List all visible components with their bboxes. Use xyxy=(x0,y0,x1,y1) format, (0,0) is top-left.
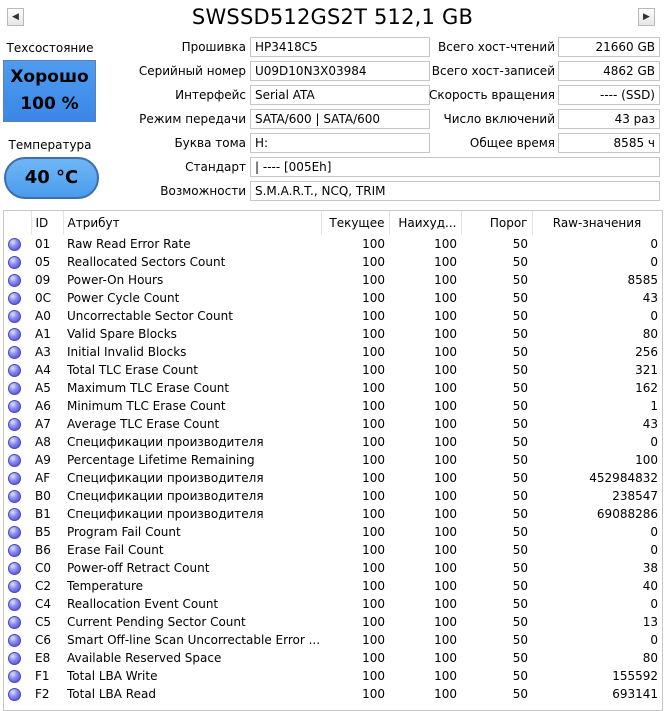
attribute-name: Total LBA Write xyxy=(67,669,158,683)
threshold-value: 50 xyxy=(512,633,528,647)
attribute-name: Erase Fail Count xyxy=(67,543,164,557)
worst-value: 100 xyxy=(434,453,457,467)
attribute-id: A8 xyxy=(35,435,51,449)
worst-value: 100 xyxy=(434,543,457,557)
table-row[interactable] xyxy=(4,271,662,289)
worst-value: 100 xyxy=(434,525,457,539)
worst-value: 100 xyxy=(434,633,457,647)
status-ok-icon xyxy=(8,526,21,539)
status-ok-icon xyxy=(8,274,21,287)
triangle-left-icon: ◀ xyxy=(12,12,19,22)
worst-value: 100 xyxy=(434,255,457,269)
table-row[interactable] xyxy=(4,433,662,451)
attribute-name: Smart Off-line Scan Uncorrectable Error ... xyxy=(67,633,321,647)
info-right-label: Общее время xyxy=(469,136,555,150)
attribute-name: Minimum TLC Erase Count xyxy=(67,399,226,413)
attribute-id: A7 xyxy=(35,417,51,431)
raw-value: 238547 xyxy=(612,489,658,503)
attribute-id: B0 xyxy=(35,489,51,503)
attribute-name: Temperature xyxy=(67,579,144,593)
info-left-label: Буква тома xyxy=(174,136,246,150)
info-left-label: Режим передачи xyxy=(139,112,246,126)
attribute-id: E8 xyxy=(35,651,51,665)
threshold-value: 50 xyxy=(512,543,528,557)
status-dot-cell xyxy=(4,415,31,433)
attribute-id: AF xyxy=(35,471,51,485)
raw-value: 452984832 xyxy=(589,471,658,485)
current-value: 100 xyxy=(362,309,385,323)
status-dot-cell xyxy=(4,541,31,559)
worst-value: 100 xyxy=(434,615,457,629)
table-row[interactable] xyxy=(4,505,662,523)
threshold-value: 50 xyxy=(512,363,528,377)
threshold-value: 50 xyxy=(512,561,528,575)
threshold-value: 50 xyxy=(512,255,528,269)
current-value: 100 xyxy=(362,399,385,413)
worst-value: 100 xyxy=(434,327,457,341)
info-right-value[interactable]: 4862 GB xyxy=(558,61,660,81)
column-header-id[interactable]: ID xyxy=(31,211,63,235)
current-value: 100 xyxy=(362,507,385,521)
raw-value: 0 xyxy=(650,255,658,269)
threshold-value: 50 xyxy=(512,381,528,395)
raw-value: 0 xyxy=(650,597,658,611)
status-ok-icon xyxy=(8,364,21,377)
attribute-id: F1 xyxy=(35,669,50,683)
threshold-value: 50 xyxy=(512,579,528,593)
status-ok-icon xyxy=(8,418,21,431)
attribute-id: B6 xyxy=(35,543,51,557)
attribute-id: A9 xyxy=(35,453,51,467)
attribute-name: Total TLC Erase Count xyxy=(67,363,199,377)
column-header-raw[interactable]: Raw-значения xyxy=(532,211,662,235)
raw-value: 0 xyxy=(650,633,658,647)
attribute-name: Спецификации производителя xyxy=(67,435,264,449)
status-dot-cell xyxy=(4,307,31,325)
worst-value: 100 xyxy=(434,507,457,521)
attribute-id: 09 xyxy=(35,273,51,287)
current-value: 100 xyxy=(362,273,385,287)
raw-value: 321 xyxy=(635,363,658,377)
raw-value: 80 xyxy=(642,651,658,665)
current-value: 100 xyxy=(362,417,385,431)
attribute-id: C0 xyxy=(35,561,52,575)
status-ok-icon xyxy=(8,454,21,467)
current-value: 100 xyxy=(362,669,385,683)
status-dot-cell xyxy=(4,433,31,451)
info-right-label: Всего хост-записей xyxy=(431,64,555,78)
current-value: 100 xyxy=(362,561,385,575)
info-right-label: Всего хост-чтений xyxy=(438,40,555,54)
table-row[interactable] xyxy=(4,685,662,703)
status-dot-cell xyxy=(4,397,31,415)
worst-value: 100 xyxy=(434,687,457,701)
raw-value: 0 xyxy=(650,309,658,323)
current-value: 100 xyxy=(362,687,385,701)
status-ok-icon xyxy=(8,328,21,341)
attribute-id: 0C xyxy=(35,291,52,305)
attribute-id: B1 xyxy=(35,507,51,521)
column-header-status[interactable] xyxy=(4,211,31,235)
table-row[interactable] xyxy=(4,469,662,487)
current-value: 100 xyxy=(362,255,385,269)
table-row[interactable] xyxy=(4,559,662,577)
attribute-name: Available Reserved Space xyxy=(67,651,222,665)
attribute-name: Uncorrectable Sector Count xyxy=(67,309,233,323)
health-status-box[interactable] xyxy=(3,60,96,122)
attribute-name: Raw Read Error Rate xyxy=(67,237,191,251)
current-value: 100 xyxy=(362,345,385,359)
attribute-id: A6 xyxy=(35,399,51,413)
status-dot-cell xyxy=(4,271,31,289)
attribute-id: 01 xyxy=(35,237,51,251)
current-value: 100 xyxy=(362,291,385,305)
triangle-right-icon: ▶ xyxy=(643,12,650,22)
table-row[interactable] xyxy=(4,595,662,613)
info-left-label: Прошивка xyxy=(181,40,246,54)
threshold-value: 50 xyxy=(512,435,528,449)
status-ok-icon xyxy=(8,292,21,305)
info-right-label: Скорость вращения xyxy=(429,88,555,102)
status-dot-cell xyxy=(4,361,31,379)
current-value: 100 xyxy=(362,597,385,611)
raw-value: 162 xyxy=(635,381,658,395)
attribute-id: A1 xyxy=(35,327,51,341)
attribute-id: C5 xyxy=(35,615,52,629)
raw-value: 80 xyxy=(642,327,658,341)
attribute-name: Спецификации производителя xyxy=(67,489,264,503)
info-right-label: Число включений xyxy=(443,112,555,126)
info-right-value[interactable]: 8585 ч xyxy=(558,133,660,153)
raw-value: 256 xyxy=(635,345,658,359)
current-value: 100 xyxy=(362,471,385,485)
worst-value: 100 xyxy=(434,651,457,665)
threshold-value: 50 xyxy=(512,687,528,701)
raw-value: 0 xyxy=(650,237,658,251)
status-dot-cell xyxy=(4,343,31,361)
attribute-name: Power Cycle Count xyxy=(67,291,180,305)
next-disk-button[interactable] xyxy=(638,8,655,26)
info-right-value[interactable]: 43 раз xyxy=(558,109,660,129)
threshold-value: 50 xyxy=(512,471,528,485)
attribute-name: Initial Invalid Blocks xyxy=(67,345,187,359)
threshold-value: 50 xyxy=(512,345,528,359)
raw-value: 0 xyxy=(650,435,658,449)
attribute-name: Average TLC Erase Count xyxy=(67,417,220,431)
worst-value: 100 xyxy=(434,363,457,377)
worst-value: 100 xyxy=(434,579,457,593)
current-value: 100 xyxy=(362,633,385,647)
worst-value: 100 xyxy=(434,597,457,611)
attribute-id: C2 xyxy=(35,579,52,593)
drive-title: SWSSD512GS2T 512,1 GB xyxy=(191,5,474,29)
threshold-value: 50 xyxy=(512,453,528,467)
current-value: 100 xyxy=(362,579,385,593)
worst-value: 100 xyxy=(434,435,457,449)
worst-value: 100 xyxy=(434,273,457,287)
status-ok-icon xyxy=(8,238,21,251)
info-wide-label: Стандарт xyxy=(185,160,246,174)
raw-value: 43 xyxy=(642,291,658,305)
status-dot-cell xyxy=(4,667,31,685)
status-dot-cell xyxy=(4,451,31,469)
status-dot-cell xyxy=(4,253,31,271)
threshold-value: 50 xyxy=(512,237,528,251)
status-ok-icon xyxy=(8,688,21,701)
threshold-value: 50 xyxy=(512,651,528,665)
raw-value: 0 xyxy=(650,525,658,539)
info-left-value[interactable]: H: xyxy=(250,133,430,153)
raw-value: 13 xyxy=(642,615,658,629)
attribute-name: Program Fail Count xyxy=(67,525,181,539)
attribute-name: Maximum TLC Erase Count xyxy=(67,381,230,395)
attribute-id: A0 xyxy=(35,309,51,323)
attribute-id: C4 xyxy=(35,597,52,611)
current-value: 100 xyxy=(362,525,385,539)
info-left-label: Серийный номер xyxy=(138,64,246,78)
info-left-value[interactable]: SATA/600 | SATA/600 xyxy=(250,109,430,129)
column-header-current[interactable]: Текущее xyxy=(321,211,389,235)
status-ok-icon xyxy=(8,670,21,683)
current-value: 100 xyxy=(362,381,385,395)
attribute-id: A4 xyxy=(35,363,51,377)
threshold-value: 50 xyxy=(512,273,528,287)
current-value: 100 xyxy=(362,327,385,341)
raw-value: 8585 xyxy=(627,273,658,287)
raw-value: 40 xyxy=(642,579,658,593)
status-dot-cell xyxy=(4,289,31,307)
table-row[interactable] xyxy=(4,397,662,415)
attribute-name: Reallocated Sectors Count xyxy=(67,255,226,269)
attribute-id: 05 xyxy=(35,255,51,269)
threshold-value: 50 xyxy=(512,309,528,323)
status-dot-cell xyxy=(4,685,31,703)
attribute-name: Total LBA Read xyxy=(67,687,156,701)
raw-value: 38 xyxy=(642,561,658,575)
threshold-value: 50 xyxy=(512,417,528,431)
table-row[interactable] xyxy=(4,361,662,379)
info-left-value[interactable]: U09D10N3X03984 xyxy=(250,61,430,81)
status-dot-cell xyxy=(4,559,31,577)
status-ok-icon xyxy=(8,580,21,593)
threshold-value: 50 xyxy=(512,507,528,521)
worst-value: 100 xyxy=(434,669,457,683)
current-value: 100 xyxy=(362,615,385,629)
info-wide-value[interactable]: | ---- [005Eh] xyxy=(250,157,660,177)
attribute-name: Спецификации производителя xyxy=(67,507,264,521)
attribute-name: Спецификации производителя xyxy=(67,471,264,485)
threshold-value: 50 xyxy=(512,597,528,611)
table-row[interactable] xyxy=(4,307,662,325)
status-ok-icon xyxy=(8,346,21,359)
status-ok-icon xyxy=(8,652,21,665)
current-value: 100 xyxy=(362,651,385,665)
status-ok-icon xyxy=(8,544,21,557)
attribute-id: A3 xyxy=(35,345,51,359)
raw-value: 1 xyxy=(650,399,658,413)
current-value: 100 xyxy=(362,489,385,503)
attribute-id: B5 xyxy=(35,525,51,539)
table-row[interactable] xyxy=(4,289,662,307)
status-dot-cell xyxy=(4,595,31,613)
worst-value: 100 xyxy=(434,489,457,503)
table-row[interactable] xyxy=(4,487,662,505)
threshold-value: 50 xyxy=(512,399,528,413)
worst-value: 100 xyxy=(434,417,457,431)
info-left-value[interactable]: HP3418C5 xyxy=(250,37,430,57)
info-right-value[interactable]: 21660 GB xyxy=(558,37,660,57)
health-percent: 100 % xyxy=(20,94,79,114)
table-row[interactable] xyxy=(4,415,662,433)
current-value: 100 xyxy=(362,543,385,557)
status-dot-cell xyxy=(4,577,31,595)
worst-value: 100 xyxy=(434,345,457,359)
status-dot-cell xyxy=(4,505,31,523)
threshold-value: 50 xyxy=(512,525,528,539)
status-ok-icon xyxy=(8,616,21,629)
raw-value: 69088286 xyxy=(596,507,658,521)
worst-value: 100 xyxy=(434,237,457,251)
worst-value: 100 xyxy=(434,291,457,305)
raw-value: 43 xyxy=(642,417,658,431)
status-ok-icon xyxy=(8,490,21,503)
worst-value: 100 xyxy=(434,471,457,485)
table-row[interactable] xyxy=(4,613,662,631)
table-header-row xyxy=(4,211,662,235)
status-dot-cell xyxy=(4,523,31,541)
status-dot-cell xyxy=(4,325,31,343)
attribute-name: Reallocation Event Count xyxy=(67,597,219,611)
attribute-name: Power-off Retract Count xyxy=(67,561,210,575)
status-ok-icon xyxy=(8,436,21,449)
column-header-worst[interactable]: Наихуд... xyxy=(389,211,461,235)
current-value: 100 xyxy=(362,237,385,251)
status-dot-cell xyxy=(4,469,31,487)
attribute-name: Current Pending Sector Count xyxy=(67,615,246,629)
threshold-value: 50 xyxy=(512,669,528,683)
attribute-name: Percentage Lifetime Remaining xyxy=(67,453,255,467)
threshold-value: 50 xyxy=(512,327,528,341)
table-row[interactable] xyxy=(4,523,662,541)
column-header-attribute[interactable]: Атрибут xyxy=(63,211,321,235)
raw-value: 155592 xyxy=(612,669,658,683)
status-ok-icon xyxy=(8,634,21,647)
health-label: Техсостояние xyxy=(6,41,94,55)
status-ok-icon xyxy=(8,400,21,413)
status-dot-cell xyxy=(4,631,31,649)
attribute-id: C6 xyxy=(35,633,52,647)
table-row[interactable] xyxy=(4,577,662,595)
status-dot-cell xyxy=(4,487,31,505)
attribute-name: Valid Spare Blocks xyxy=(67,327,177,341)
smart-attributes-table[interactable] xyxy=(3,210,663,711)
attribute-name: Power-On Hours xyxy=(67,273,164,287)
status-dot-cell xyxy=(4,379,31,397)
status-dot-cell xyxy=(4,613,31,631)
table-row[interactable] xyxy=(4,451,662,469)
table-row[interactable] xyxy=(4,649,662,667)
status-dot-cell xyxy=(4,649,31,667)
table-row[interactable] xyxy=(4,253,662,271)
status-ok-icon xyxy=(8,256,21,269)
status-ok-icon xyxy=(8,562,21,575)
worst-value: 100 xyxy=(434,309,457,323)
raw-value: 100 xyxy=(635,453,658,467)
threshold-value: 50 xyxy=(512,489,528,503)
table-row[interactable] xyxy=(4,235,662,253)
status-dot-cell xyxy=(4,235,31,253)
raw-value: 693141 xyxy=(612,687,658,701)
worst-value: 100 xyxy=(434,561,457,575)
table-row[interactable] xyxy=(4,343,662,361)
table-row[interactable] xyxy=(4,379,662,397)
status-ok-icon xyxy=(8,598,21,611)
info-left-label: Интерфейс xyxy=(175,88,246,102)
status-ok-icon xyxy=(8,382,21,395)
worst-value: 100 xyxy=(434,399,457,413)
health-status-text: Хорошо xyxy=(10,67,89,87)
temperature-box[interactable]: 40 °C xyxy=(4,157,99,199)
current-value: 100 xyxy=(362,435,385,449)
raw-value: 0 xyxy=(650,543,658,557)
column-header-threshold[interactable]: Порог xyxy=(461,211,532,235)
table-row[interactable] xyxy=(4,325,662,343)
info-wide-label: Возможности xyxy=(160,184,246,198)
attribute-id: A5 xyxy=(35,381,51,395)
current-value: 100 xyxy=(362,363,385,377)
threshold-value: 50 xyxy=(512,291,528,305)
table-row[interactable] xyxy=(4,541,662,559)
table-row[interactable] xyxy=(4,631,662,649)
info-wide-value[interactable]: S.M.A.R.T., NCQ, TRIM xyxy=(250,181,660,201)
worst-value: 100 xyxy=(434,381,457,395)
status-ok-icon xyxy=(8,310,21,323)
info-right-value[interactable]: ---- (SSD) xyxy=(558,85,660,105)
attribute-id: F2 xyxy=(35,687,50,701)
temperature-label: Температура xyxy=(8,138,92,152)
table-row[interactable] xyxy=(4,667,662,685)
threshold-value: 50 xyxy=(512,615,528,629)
status-ok-icon xyxy=(8,472,21,485)
current-value: 100 xyxy=(362,453,385,467)
info-left-value[interactable]: Serial ATA xyxy=(250,85,430,105)
status-ok-icon xyxy=(8,508,21,521)
